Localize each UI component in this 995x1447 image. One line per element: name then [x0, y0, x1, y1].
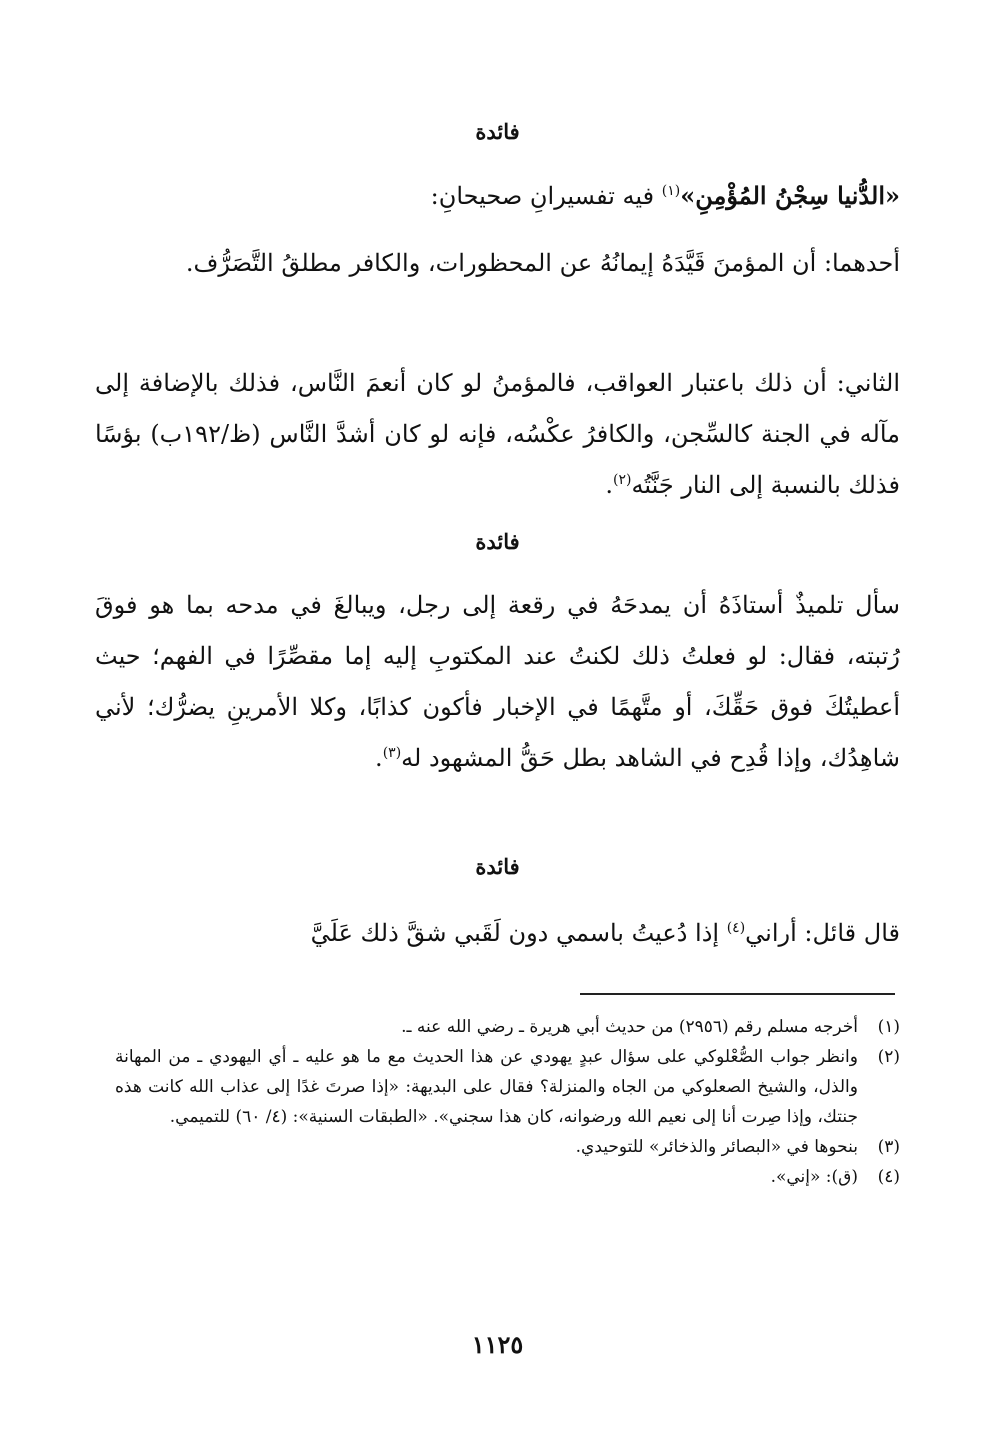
page-number: ١١٢٥ [471, 1330, 524, 1359]
footnote-text: بنحوها في «البصائر والذخائر» للتوحيدي. [575, 1137, 858, 1157]
second-interpretation [95, 358, 900, 511]
speaker-saying-text: قال قائل: أراني [745, 919, 900, 947]
student-anecdote-text: سأل تلميذٌ أستاذَهُ أن يمدحَهُ في رقعة إلى رجل، ويبالغَ في مدحه بما هو فوقَ رُتبته، فقال: لو فعلتُ ذلك لكنتُ عند المكتوبِ إليه إما مقصِّرًا في الفهم؛ حيث أعطيتُكَ فوق حَقِّكَ، أو متَّهمًا في الإخبار فأكون كذابًا، وكلا الأمرينِ يضرُّك؛ لأني شاهِدُك، وإذا قُدِح في الشاهد بطل حَقُّ المشهود له [95, 591, 901, 772]
section-heading-3: فائدة [475, 854, 520, 879]
footnote-item [115, 1162, 900, 1192]
footnote-ref-4: (٤) [726, 920, 746, 936]
footnote-text: وانظر جواب الصُّعْلوكي على سؤال عبدٍ يهودي عن هذا الحديث مع ما هو عليه ـ أي اليهودي ـ من المهانة والذل، والشيخ الصعلوكي من الجاه والمنزلة؟ فقال على البديهة: «إذا صرتَ غدًا إلى عذاب الله كانت هذه جنتك، وإذا صِرت أنا إلى نعيم الله ورضوانه، كان هذا سجني». «الطبقات السنية»: (٤/ ٦٠) للتميمي. [115, 1047, 858, 1127]
hadith-line-rest: فيه تفسيرانِ صحيحانِ: [430, 182, 662, 210]
hadith-line [95, 170, 900, 222]
footnote-number: (٣) [877, 1137, 900, 1157]
first-interpretation: أحدهما: أن المؤمنَ قَيَّدَهُ إيمانُهُ عن المحظورات، والكافر مطلقُ التَّصَرُّف. [185, 249, 900, 277]
footnote-text: (ق): «إني». [770, 1167, 858, 1187]
student-anecdote-end: . [375, 744, 383, 772]
footnote-item [115, 1132, 900, 1162]
second-interpretation-end: . [605, 471, 614, 499]
speaker-saying-end: إذا دُعيتُ باسمي دون لَقَبي شقَّ ذلك عَلَيَّ [310, 919, 727, 947]
footnote-ref-1: (١) [661, 183, 681, 199]
footnote-ref-2: (٢) [613, 472, 632, 488]
footnote-ref-3: (٣) [382, 745, 402, 761]
section-heading-2: فائدة [475, 529, 520, 554]
footnote-separator [580, 993, 895, 995]
footnote-number: (٤) [877, 1167, 900, 1187]
footnote-text: أخرجه مسلم رقم (٢٩٥٦) من حديث أبي هريرة ـ رضي الله عنه ـ. [401, 1017, 858, 1037]
footnote-number: (١) [877, 1017, 900, 1037]
footnote-item [115, 1012, 900, 1042]
student-anecdote [95, 580, 900, 784]
second-interpretation-text: الثاني: أن ذلك باعتبار العواقب، فالمؤمنُ لو كان أنعمَ النَّاس، فذلك بالإضافة إلى مآله في الجنة كالسِّجن، والكافرُ عكْسُه، فإنه لو كان أشدَّ النَّاس (ظ/١٩٢ب) بؤسًا فذلك بالنسبة إلى النار جَنَّتُه [95, 369, 901, 499]
hadith-text: «الدُّنيا سِجْنُ المُؤْمِنِ» [680, 181, 900, 210]
footnotes-list [115, 1012, 900, 1192]
footnote-number: (٢) [877, 1047, 900, 1067]
footnote-item [115, 1042, 900, 1132]
speaker-saying [95, 908, 900, 959]
section-heading-1: فائدة [475, 119, 520, 144]
